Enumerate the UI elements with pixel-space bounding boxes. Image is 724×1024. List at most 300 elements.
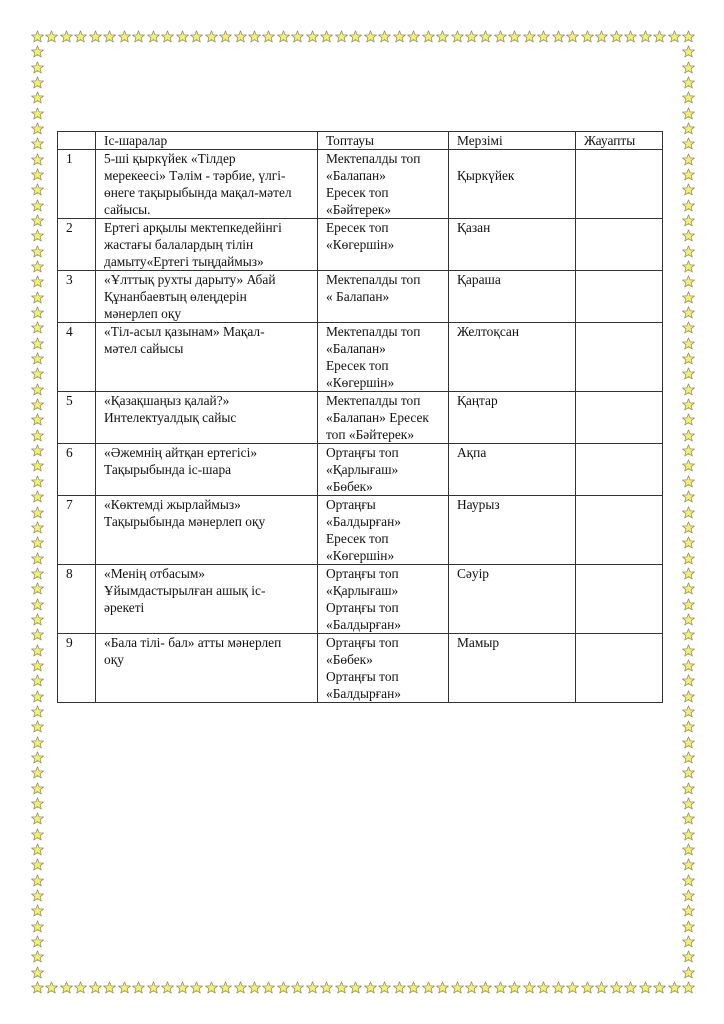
star-icon <box>306 30 319 43</box>
row-number: 3 <box>58 271 96 323</box>
star-icon <box>132 30 145 43</box>
activity-line: 5-ші қыркүйек «Тілдер <box>104 151 236 166</box>
star-icon <box>31 644 44 657</box>
star-icon <box>31 674 44 687</box>
star-icon <box>682 30 695 43</box>
star-icon <box>31 137 44 150</box>
star-icon <box>31 475 44 488</box>
star-icon <box>31 690 44 703</box>
star-icon <box>624 30 637 43</box>
activity-line: «Бала тілі- бал» атты мәнерлеп <box>104 635 282 650</box>
row-activity <box>96 150 318 219</box>
star-icon <box>682 306 695 319</box>
star-icon <box>147 981 160 994</box>
row-month: Желтоқсан <box>449 323 576 392</box>
star-icon <box>118 981 131 994</box>
group-line: «Бөбек» <box>326 652 373 667</box>
star-icon <box>479 981 492 994</box>
star-icon <box>682 613 695 626</box>
star-icon <box>31 659 44 672</box>
row-group <box>318 271 449 323</box>
star-icon <box>31 398 44 411</box>
star-icon <box>74 981 87 994</box>
star-icon <box>147 30 160 43</box>
table-row <box>58 271 663 323</box>
star-icon <box>552 981 565 994</box>
star-icon <box>31 613 44 626</box>
star-icon <box>682 536 695 549</box>
group-line: Мектепалды топ <box>326 272 421 287</box>
star-icon <box>31 858 44 871</box>
row-month: Ақпа <box>449 444 576 496</box>
star-icon <box>682 229 695 242</box>
group-line: «Балапан» <box>326 341 386 356</box>
star-icon <box>31 91 44 104</box>
star-icon <box>219 981 232 994</box>
star-icon <box>451 981 464 994</box>
star-icon <box>31 797 44 810</box>
activity-line: Ұйымдастырылған ашық іс- <box>104 583 266 598</box>
star-icon <box>31 889 44 902</box>
star-icon <box>552 30 565 43</box>
star-icon <box>31 45 44 58</box>
star-icon <box>682 199 695 212</box>
activity-line: Тақырыбында мәнерлеп оқу <box>104 514 266 529</box>
row-responsible <box>576 219 663 271</box>
star-icon <box>219 30 232 43</box>
star-icon <box>581 30 594 43</box>
star-icon <box>407 981 420 994</box>
star-icon <box>31 168 44 181</box>
star-icon <box>682 644 695 657</box>
star-icon <box>31 413 44 426</box>
star-icon <box>653 30 666 43</box>
star-icon <box>31 122 44 135</box>
star-icon <box>320 981 333 994</box>
row-number: 5 <box>58 392 96 444</box>
star-icon <box>682 337 695 350</box>
star-icon <box>349 30 362 43</box>
group-line: «Қарлығаш» <box>326 583 399 598</box>
star-icon <box>682 76 695 89</box>
star-icon <box>31 874 44 887</box>
star-icon <box>31 260 44 273</box>
activity-line: «Ұлттық рухты дарыту» Абай <box>104 272 276 287</box>
header-activity: Іс-шаралар <box>96 132 318 150</box>
star-icon <box>248 30 261 43</box>
star-icon <box>595 981 608 994</box>
group-line: топ «Бәйтерек» <box>326 427 415 442</box>
star-icon <box>639 981 652 994</box>
star-icon <box>31 782 44 795</box>
group-line: Ортаңғы топ <box>326 566 399 581</box>
row-responsible <box>576 271 663 323</box>
star-icon <box>682 429 695 442</box>
header-number <box>58 132 96 150</box>
star-icon <box>31 183 44 196</box>
star-icon <box>176 30 189 43</box>
star-icon <box>465 30 478 43</box>
star-icon <box>45 30 58 43</box>
star-icon <box>31 736 44 749</box>
row-number: 6 <box>58 444 96 496</box>
group-line: «Балдырған» <box>326 686 401 701</box>
star-icon <box>451 30 464 43</box>
star-icon <box>31 352 44 365</box>
row-group <box>318 565 449 634</box>
group-line: Ортаңғы топ <box>326 669 399 684</box>
star-icon <box>89 30 102 43</box>
star-icon <box>320 30 333 43</box>
star-icon <box>682 521 695 534</box>
table-row <box>58 392 663 444</box>
star-icon <box>639 30 652 43</box>
activity-line: мәнерлеп оқу <box>104 306 182 321</box>
row-responsible <box>576 392 663 444</box>
star-icon <box>682 736 695 749</box>
row-activity <box>96 565 318 634</box>
events-table <box>57 131 663 703</box>
star-icon <box>523 981 536 994</box>
row-responsible <box>576 496 663 565</box>
group-line: Мектепалды топ <box>326 324 421 339</box>
star-icon <box>31 536 44 549</box>
star-icon <box>682 552 695 565</box>
star-icon <box>31 214 44 227</box>
star-icon <box>335 981 348 994</box>
row-activity <box>96 323 318 392</box>
group-line: «Бөбек» <box>326 479 373 494</box>
star-icon <box>682 812 695 825</box>
star-icon <box>31 30 44 43</box>
group-line: Ересек топ <box>326 220 389 235</box>
star-icon <box>364 981 377 994</box>
star-icon <box>422 30 435 43</box>
activity-line: оқу <box>104 652 124 667</box>
star-icon <box>31 61 44 74</box>
group-line: «Балапан» <box>326 168 386 183</box>
star-icon <box>132 981 145 994</box>
star-icon <box>682 981 695 994</box>
star-icon <box>566 30 579 43</box>
activity-line: жастағы балалардың тілін <box>104 237 254 252</box>
star-icon <box>31 950 44 963</box>
star-icon <box>31 628 44 641</box>
star-icon <box>682 766 695 779</box>
row-number: 4 <box>58 323 96 392</box>
star-icon <box>31 459 44 472</box>
star-icon <box>45 981 58 994</box>
star-icon <box>682 137 695 150</box>
group-line: «Көгершін» <box>326 375 395 390</box>
row-activity <box>96 444 318 496</box>
row-responsible <box>576 323 663 392</box>
star-icon <box>31 337 44 350</box>
star-icon <box>610 30 623 43</box>
group-line: Мектепалды топ <box>326 151 421 166</box>
activity-line: өнеге тақырыбында мақал-мәтел <box>104 185 292 200</box>
star-icon <box>682 598 695 611</box>
star-icon <box>682 935 695 948</box>
star-icon <box>682 321 695 334</box>
star-icon <box>479 30 492 43</box>
row-group <box>318 150 449 219</box>
group-line: «Балдырған» <box>326 514 401 529</box>
star-icon <box>494 981 507 994</box>
row-number: 2 <box>58 219 96 271</box>
row-month: Қараша <box>449 271 576 323</box>
star-icon <box>60 30 73 43</box>
star-icon <box>262 981 275 994</box>
star-icon <box>682 61 695 74</box>
star-icon <box>31 76 44 89</box>
star-icon <box>31 935 44 948</box>
table-row <box>58 150 663 219</box>
star-icon <box>31 981 44 994</box>
star-icon <box>682 459 695 472</box>
star-icon <box>653 981 666 994</box>
activity-line: Интелектуалдық сайыс <box>104 410 237 425</box>
star-icon <box>682 490 695 503</box>
star-icon <box>103 981 116 994</box>
star-icon <box>465 981 478 994</box>
star-icon <box>682 720 695 733</box>
star-icon <box>60 981 73 994</box>
star-icon <box>682 168 695 181</box>
row-group <box>318 496 449 565</box>
row-responsible <box>576 444 663 496</box>
star-icon <box>393 981 406 994</box>
star-icon <box>31 705 44 718</box>
star-icon <box>31 552 44 565</box>
star-icon <box>682 628 695 641</box>
group-line: Ересек топ <box>326 185 389 200</box>
star-icon <box>31 107 44 120</box>
star-icon <box>682 920 695 933</box>
table-row <box>58 323 663 392</box>
star-icon <box>74 30 87 43</box>
star-icon <box>682 950 695 963</box>
row-number: 8 <box>58 565 96 634</box>
group-line: Мектепалды топ <box>326 393 421 408</box>
table-row <box>58 565 663 634</box>
star-icon <box>103 30 116 43</box>
star-icon <box>668 981 681 994</box>
star-icon <box>31 920 44 933</box>
row-group <box>318 392 449 444</box>
star-icon <box>668 30 681 43</box>
star-icon <box>436 30 449 43</box>
star-icon <box>31 598 44 611</box>
star-icon <box>378 981 391 994</box>
star-icon <box>682 291 695 304</box>
star-icon <box>523 30 536 43</box>
row-responsible <box>576 565 663 634</box>
activity-line: Тақырыбында іс-шара <box>104 462 232 477</box>
star-icon <box>595 30 608 43</box>
activity-line: Құнанбаевтың өлеңдерін <box>104 289 247 304</box>
group-line: Ортаңғы топ <box>326 635 399 650</box>
star-icon <box>682 782 695 795</box>
star-icon <box>31 429 44 442</box>
star-icon <box>610 981 623 994</box>
star-icon <box>682 183 695 196</box>
star-icon <box>682 275 695 288</box>
star-icon <box>682 828 695 841</box>
table-row <box>58 444 663 496</box>
group-line: Ортаңғы топ <box>326 445 399 460</box>
star-icon <box>306 981 319 994</box>
star-icon <box>407 30 420 43</box>
row-number: 7 <box>58 496 96 565</box>
group-line: «Қарлығаш» <box>326 462 399 477</box>
star-icon <box>682 214 695 227</box>
group-line: «Көгершін» <box>326 548 395 563</box>
star-icon <box>682 889 695 902</box>
star-icon <box>161 30 174 43</box>
star-icon <box>291 30 304 43</box>
row-activity <box>96 271 318 323</box>
star-icon <box>31 904 44 917</box>
group-line: «Балапан» Ересек <box>326 410 429 425</box>
star-icon <box>262 30 275 43</box>
star-icon <box>248 981 261 994</box>
star-icon <box>682 690 695 703</box>
star-icon <box>393 30 406 43</box>
star-icon <box>682 751 695 764</box>
star-icon <box>682 582 695 595</box>
star-icon <box>31 444 44 457</box>
activity-line: «Тіл-асыл қазынам» Мақал- <box>104 324 265 339</box>
row-number: 9 <box>58 634 96 703</box>
star-icon <box>682 367 695 380</box>
star-icon <box>682 260 695 273</box>
row-group <box>318 444 449 496</box>
star-icon <box>682 107 695 120</box>
star-icon <box>234 30 247 43</box>
star-icon <box>31 521 44 534</box>
table-header-row <box>58 132 663 150</box>
star-icon <box>682 843 695 856</box>
star-icon <box>682 659 695 672</box>
star-icon <box>682 705 695 718</box>
row-group <box>318 634 449 703</box>
star-icon <box>682 122 695 135</box>
activity-line: «Менің отбасым» <box>104 566 206 581</box>
star-icon <box>31 506 44 519</box>
star-icon <box>422 981 435 994</box>
star-icon <box>31 582 44 595</box>
star-icon <box>31 275 44 288</box>
star-icon <box>31 153 44 166</box>
group-line: «Балдырған» <box>326 617 401 632</box>
star-icon <box>31 229 44 242</box>
star-icon <box>190 981 203 994</box>
row-month: Сәуір <box>449 565 576 634</box>
activity-line: Ертегі арқылы мектепкедейінгі <box>104 220 282 235</box>
header-month: Мерзімі <box>449 132 576 150</box>
star-icon <box>682 91 695 104</box>
star-icon <box>581 981 594 994</box>
row-activity <box>96 634 318 703</box>
star-icon <box>277 981 290 994</box>
star-icon <box>682 444 695 457</box>
star-icon <box>335 30 348 43</box>
row-responsible <box>576 150 663 219</box>
star-icon <box>508 981 521 994</box>
row-month: Мамыр <box>449 634 576 703</box>
star-icon <box>349 981 362 994</box>
star-icon <box>508 30 521 43</box>
star-icon <box>205 981 218 994</box>
row-month: Наурыз <box>449 496 576 565</box>
row-number: 1 <box>58 150 96 219</box>
table-row <box>58 219 663 271</box>
activity-line: дамыту«Ертегі тыңдаймыз» <box>104 254 264 269</box>
star-icon <box>682 45 695 58</box>
activity-line: «Қазақшаңыз қалай?» <box>104 393 230 408</box>
star-icon <box>31 751 44 764</box>
activity-line: «Көктемді жырлаймыз» <box>104 497 241 512</box>
star-icon <box>31 291 44 304</box>
row-group <box>318 323 449 392</box>
row-month: Қазан <box>449 219 576 271</box>
row-activity <box>96 496 318 565</box>
star-icon <box>31 812 44 825</box>
star-icon <box>190 30 203 43</box>
group-line: Ересек топ <box>326 358 389 373</box>
star-icon <box>31 567 44 580</box>
star-icon <box>682 475 695 488</box>
star-icon <box>682 966 695 979</box>
group-line: Ортаңғы топ <box>326 600 399 615</box>
star-icon <box>682 383 695 396</box>
row-responsible <box>576 634 663 703</box>
star-icon <box>378 30 391 43</box>
group-line: Ересек топ <box>326 531 389 546</box>
star-icon <box>682 245 695 258</box>
group-line: «Көгершін» <box>326 237 395 252</box>
star-icon <box>31 199 44 212</box>
star-icon <box>234 981 247 994</box>
star-icon <box>682 413 695 426</box>
star-icon <box>291 981 304 994</box>
star-icon <box>537 981 550 994</box>
star-icon <box>31 766 44 779</box>
star-icon <box>31 843 44 856</box>
group-line: Ортаңғы <box>326 497 376 512</box>
table-row <box>58 634 663 703</box>
activity-line: әрекеті <box>104 600 145 615</box>
star-icon <box>682 567 695 580</box>
star-icon <box>161 981 174 994</box>
star-icon <box>31 720 44 733</box>
star-icon <box>566 981 579 994</box>
star-icon <box>537 30 550 43</box>
star-icon <box>31 367 44 380</box>
star-icon <box>494 30 507 43</box>
star-icon <box>118 30 131 43</box>
row-month: Қыркүйек <box>449 150 576 219</box>
star-icon <box>31 383 44 396</box>
star-icon <box>682 506 695 519</box>
activity-line: мәтел сайысы <box>104 341 184 356</box>
activity-line: мерекеесі» Тәлім - тәрбие, үлгі- <box>104 168 286 183</box>
star-icon <box>205 30 218 43</box>
star-icon <box>624 981 637 994</box>
star-icon <box>682 858 695 871</box>
star-icon <box>682 153 695 166</box>
